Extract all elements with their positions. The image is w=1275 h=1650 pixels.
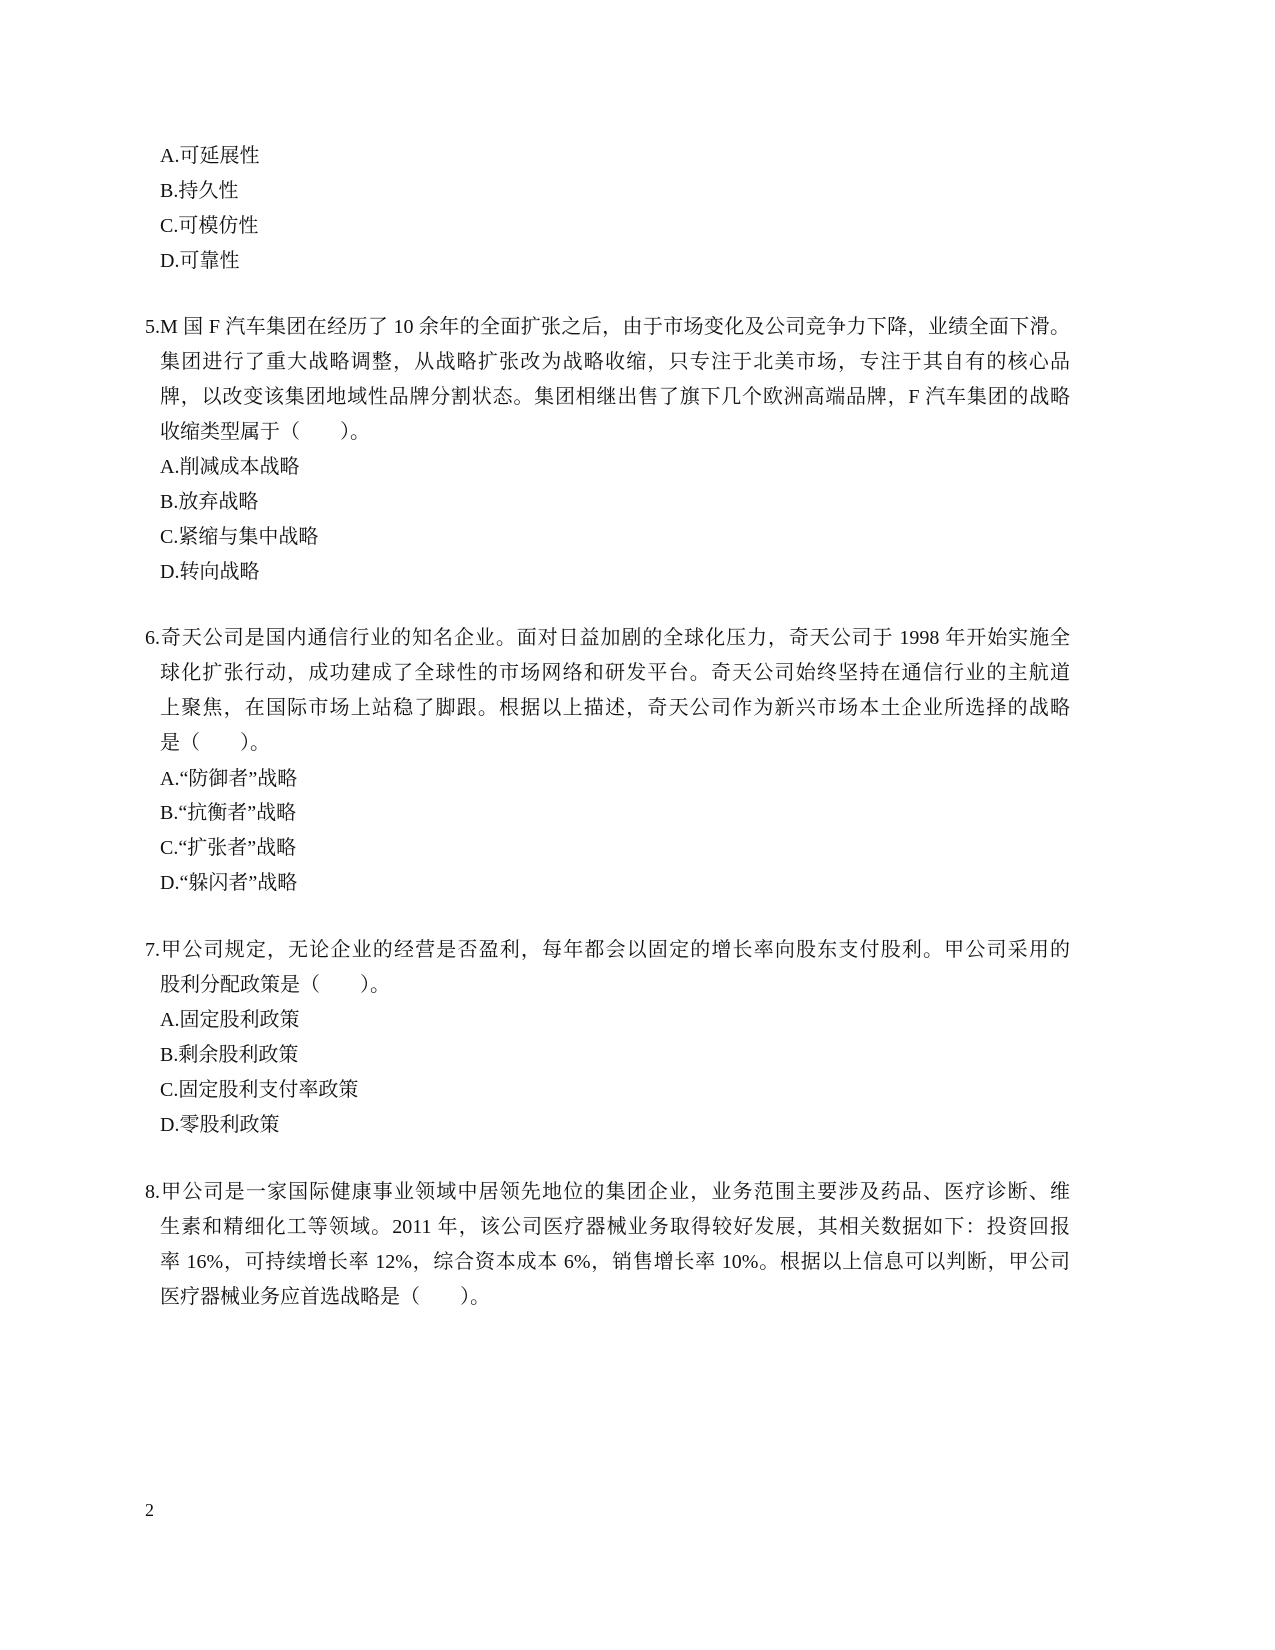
option-d: D.转向战略	[160, 561, 260, 583]
question-text-line: 集团进行了重大战略调整，从战略扩张改为战略收缩，只专注于北美市场，专注于其自有的核心品	[160, 351, 1070, 373]
option-c: C.固定股利支付率政策	[160, 1079, 359, 1101]
question-text-line: 7.甲公司规定，无论企业的经营是否盈利，每年都会以固定的增长率向股东支付股利。甲公司采用的	[145, 939, 1070, 961]
page-number: 2	[145, 1500, 154, 1520]
option-c: C.紧缩与集中战略	[160, 526, 319, 548]
option-c: C.可模仿性	[160, 215, 259, 237]
option-d: D.零股利政策	[160, 1114, 280, 1136]
option-b: B.放弃战略	[160, 491, 259, 513]
option-b: B.持久性	[160, 180, 239, 202]
option-b: B.剩余股利政策	[160, 1044, 299, 1066]
option-a: A.“防御者”战略	[160, 768, 298, 790]
question-text-line: 牌，以改变该集团地域性品牌分割状态。集团相继出售了旗下几个欧洲高端品牌，F 汽车集团的战略	[160, 386, 1070, 408]
question-text-line: 率 16%，可持续增长率 12%，综合资本成本 6%，销售增长率 10%。根据以上信息可以判断，甲公司	[160, 1251, 1070, 1273]
question-text-line: 6.奇天公司是国内通信行业的知名企业。面对日益加剧的全球化压力，奇天公司于 1998 年开始实施全	[145, 627, 1070, 649]
question-text-line: 上聚焦，在国际市场上站稳了脚跟。根据以上描述，奇天公司作为新兴市场本土企业所选择的战略	[160, 697, 1070, 719]
question-text-line: 8.甲公司是一家国际健康事业领域中居领先地位的集团企业，业务范围主要涉及药品、医疗诊断、维	[145, 1181, 1070, 1203]
question-text-line: 球化扩张行动，成功建成了全球性的市场网络和研发平台。奇天公司始终坚持在通信行业的主航道	[160, 662, 1070, 684]
option-c: C.“扩张者”战略	[160, 837, 297, 859]
option-a: A.固定股利政策	[160, 1009, 300, 1031]
option-b: B.“抗衡者”战略	[160, 802, 297, 824]
question-text-line: 收缩类型属于（ ）。	[160, 421, 370, 443]
question-text-line: 5.M 国 F 汽车集团在经历了 10 余年的全面扩张之后，由于市场变化及公司竞争力下降，业绩全面下滑。	[145, 316, 1070, 338]
option-d: D.“躲闪者”战略	[160, 872, 298, 894]
option-a: A.可延展性	[160, 145, 260, 167]
question-text-line: 是（ ）。	[160, 732, 270, 754]
question-text-line: 医疗器械业务应首选战略是（ ）。	[160, 1286, 490, 1308]
option-d: D.可靠性	[160, 250, 240, 272]
question-text-line: 生素和精细化工等领域。2011 年，该公司医疗器械业务取得较好发展，其相关数据如下：投资回报	[160, 1216, 1070, 1238]
question-text-line: 股利分配政策是（ ）。	[160, 974, 390, 996]
option-a: A.削减成本战略	[160, 456, 300, 478]
